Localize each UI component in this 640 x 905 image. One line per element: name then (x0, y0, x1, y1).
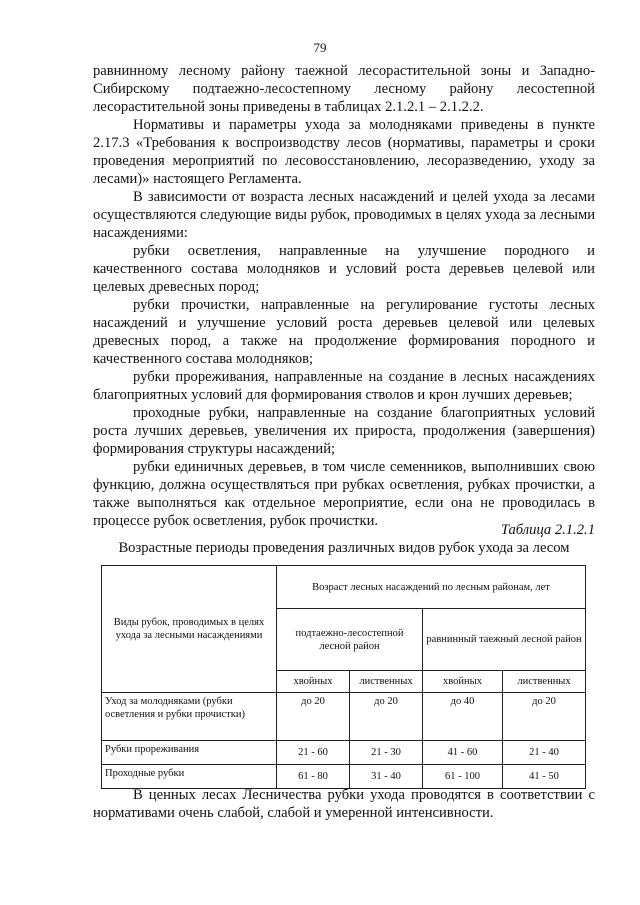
cell: 61 - 80 (277, 765, 350, 789)
header-sub-3: хвойных (423, 671, 503, 693)
header-region-2: равнинный таежный лесной район (423, 609, 586, 671)
age-periods-table (101, 565, 586, 789)
paragraph: рубки единичных деревьев, в том числе семенников, выполнивших свою функцию, должна осуществляться при рубках осветления, рубках прочистки, а также выполняться как отдельное мероприятие, если она не проводилась в процессе рубок осветления, рубок прочистки. (93, 459, 595, 529)
paragraph: равнинному лесному району таежной лесорастительной зоны и Западно-Сибирскому подтаежно-лесостепному лесному району лесостепной лесорастительной зоны приведены в таблицах 2.1.2.1 – 2.1.2.2. (93, 63, 595, 115)
header-sub-2: лиственных (350, 671, 423, 693)
table-row (102, 765, 586, 789)
row-name: Рубки прореживания (102, 741, 277, 765)
row-name: Уход за молодняками (рубки осветления и рубки прочистки) (102, 693, 277, 741)
table-caption (93, 521, 595, 557)
paragraph: В зависимости от возраста лесных насаждений и целей ухода за лесами осуществляются следующие виды рубок, проводимых в целях ухода за лесными насаждениями: (93, 189, 595, 241)
cell: 21 - 60 (277, 741, 350, 765)
cell: 21 - 30 (350, 741, 423, 765)
closing-text (93, 786, 595, 822)
paragraph: проходные рубки, направленные на создание благоприятных условий роста лучших деревьев, увеличения их прироста, продолжения (завершения) формирования структуры насаждений; (93, 405, 595, 457)
paragraph: рубки прореживания, направленные на создание в лесных насаждениях благоприятных условий для формирования стволов и крон лучших деревьев; (93, 369, 595, 403)
table-number: Таблица 2.1.2.1 (500, 522, 595, 538)
header-region-1: подтаежно-лесостепной лесной район (277, 609, 423, 671)
cell: до 20 (277, 693, 350, 741)
cell: до 40 (423, 693, 503, 741)
paragraph: Нормативы и параметры ухода за молодняками приведены в пункте 2.17.3 «Требования к воспроизводству лесов (нормативы, параметры и сроки проведения мероприятий по лесовосстановлению, лесоразведению, уходу за лесами)» настоящего Регламента. (93, 117, 595, 187)
page-number: 79 (313, 40, 327, 55)
header-sub-1: хвойных (277, 671, 350, 693)
header-age: Возраст лесных насаждений по лесным районам, лет (277, 566, 586, 609)
cell: 41 - 60 (423, 741, 503, 765)
paragraph: рубки осветления, направленные на улучшение породного и качественного состава молодняков и условий роста деревьев целевой или целевых древесных пород; (93, 243, 595, 295)
table-title: Возрастные периоды проведения различных видов рубок ухода за лесом (118, 540, 570, 556)
paragraph: рубки прочистки, направленные на регулирование густоты лесных насаждений и улучшение условий роста деревьев целевой или целевых древесных пород, а также на продолжение формирования породного и качественного состава молодняков; (93, 297, 595, 367)
paragraph: В ценных лесах Лесничества рубки ухода проводятся в соответствии с нормативами очень слабой, слабой и умеренной интенсивности. (93, 787, 595, 821)
header-sub-4: лиственных (503, 671, 586, 693)
row-name: Проходные рубки (102, 765, 277, 789)
cell: до 20 (350, 693, 423, 741)
body-text (93, 62, 595, 530)
cell: 61 - 100 (423, 765, 503, 789)
cell: 41 - 50 (503, 765, 586, 789)
cell: 31 - 40 (350, 765, 423, 789)
header-kind: Виды рубок, проводимых в целях ухода за лесными насаждениями (102, 566, 277, 693)
table-row (102, 741, 586, 765)
cell: до 20 (503, 693, 586, 741)
cell: 21 - 40 (503, 741, 586, 765)
table-row (102, 693, 586, 741)
